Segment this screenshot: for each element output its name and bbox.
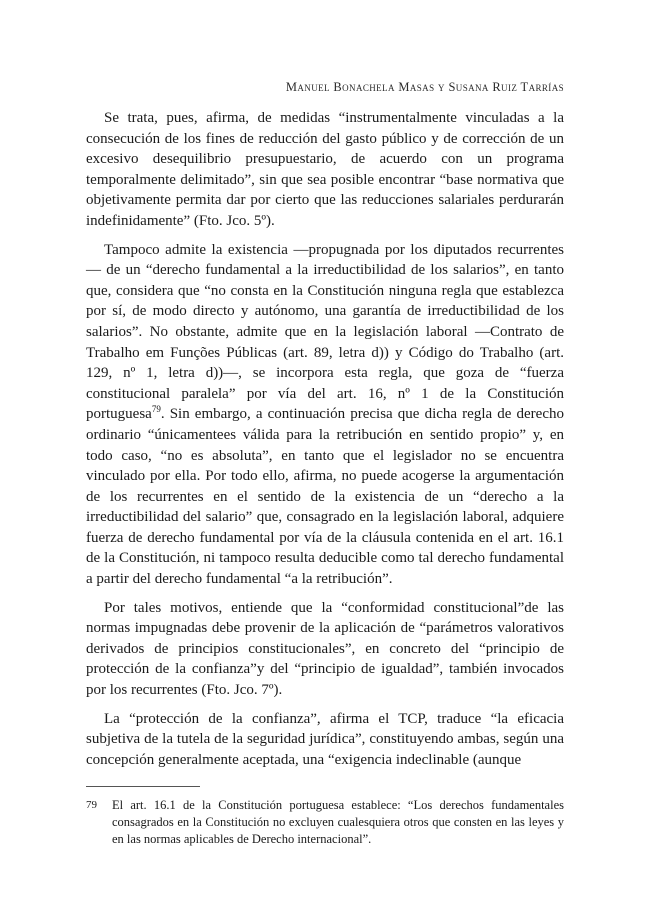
paragraph-2-continuation: . Sin embargo, a continuación precisa que dicha regla de derecho ordinario “únicamentees válida para la retribución en sentido propio” y, en todo caso, “no es absoluta”, en tanto que el legislador no se encuentra vinculado por ella. Por todo ello, afirma, no puede acogerse la argumentación de los recurrentes en el sentido de la existencia de un “derecho a la irreductibilidad del salario” que, consagrado en la legislación laboral, adquiere fuerza de derecho fundamental por vía de la cláusula contenida en el art. 16.1 de la Constitución, ni tampoco resulta deducible como tal derecho fundamental a partir del derecho fundamental “a la retribución”. [86,406,564,588]
footnote-text: El art. 16.1 de la Constitución portuguesa establece: “Los derechos fundamentales consagrados en la Constitución no excluyen cualesquiera otros que consten en las leyes y en las normas aplicables de Derecho internacional”. [112,798,564,846]
footnote-number: 79 [86,799,97,811]
footnote [86,797,564,848]
paragraph-2 [86,240,564,590]
footnote-reference[interactable]: 79 [151,404,161,415]
paragraph-4: La “protección de la confianza”, afirma el TCP, traduce “la eficacia subjetiva de la tutela de la seguridad jurídica”, constituyendo ambas, según una concepción generalmente aceptada, una “exigencia indeclinable (aunque [86,710,564,768]
body-text [86,108,564,778]
running-head: Manuel Bonachela Masas y Susana Ruiz Tarrías [285,80,564,94]
paragraph-3: Por tales motivos, entiende que la “conformidad constitucional”de las normas impugnadas debe provenir de la aplicación de “parámetros valorativos derivados de principios constitucionales”, en concreto del “principio de protección de la confianza”y del “principio de igualdad”, también invocados por los recurrentes (Fto. Jco. 7º). [86,599,564,699]
paragraph-1: Se trata, pues, afirma, de medidas “instrumentalmente vinculadas a la consecución de los fines de reducción del gasto público y de corrección de un excesivo desequilibrio presupuestario, de acuerdo con un programa temporalmente delimitado”, sin que sea posible encontrar “base normativa que objetivamente permita dar por cierto que las reducciones salariales perdurarán indefinidamente” (Fto. Jco. 5º). [86,110,564,229]
footnote-separator [86,786,200,787]
paragraph-2-text: Tampoco admite la existencia —propugnada por los diputados recurrentes— de un “derecho fundamental a la irreductibilidad de los salarios”, en tanto que, considera que “no consta en la Constitución ninguna regla que establezca por sí, de modo directo y autónomo, una garantía de irreductibilidad de los salarios”. No obstante, admite que en la legislación laboral —Contrato de Trabalho em Funções Públicas (art. 89, letra d)) y Código do Trabalho (art. 129, nº 1, letra d))—, se incorpora esta regla, que goza de “fuerza constitucional paralela” por vía del art. 16, nº 1 de la Constitución portuguesa [86,241,564,423]
